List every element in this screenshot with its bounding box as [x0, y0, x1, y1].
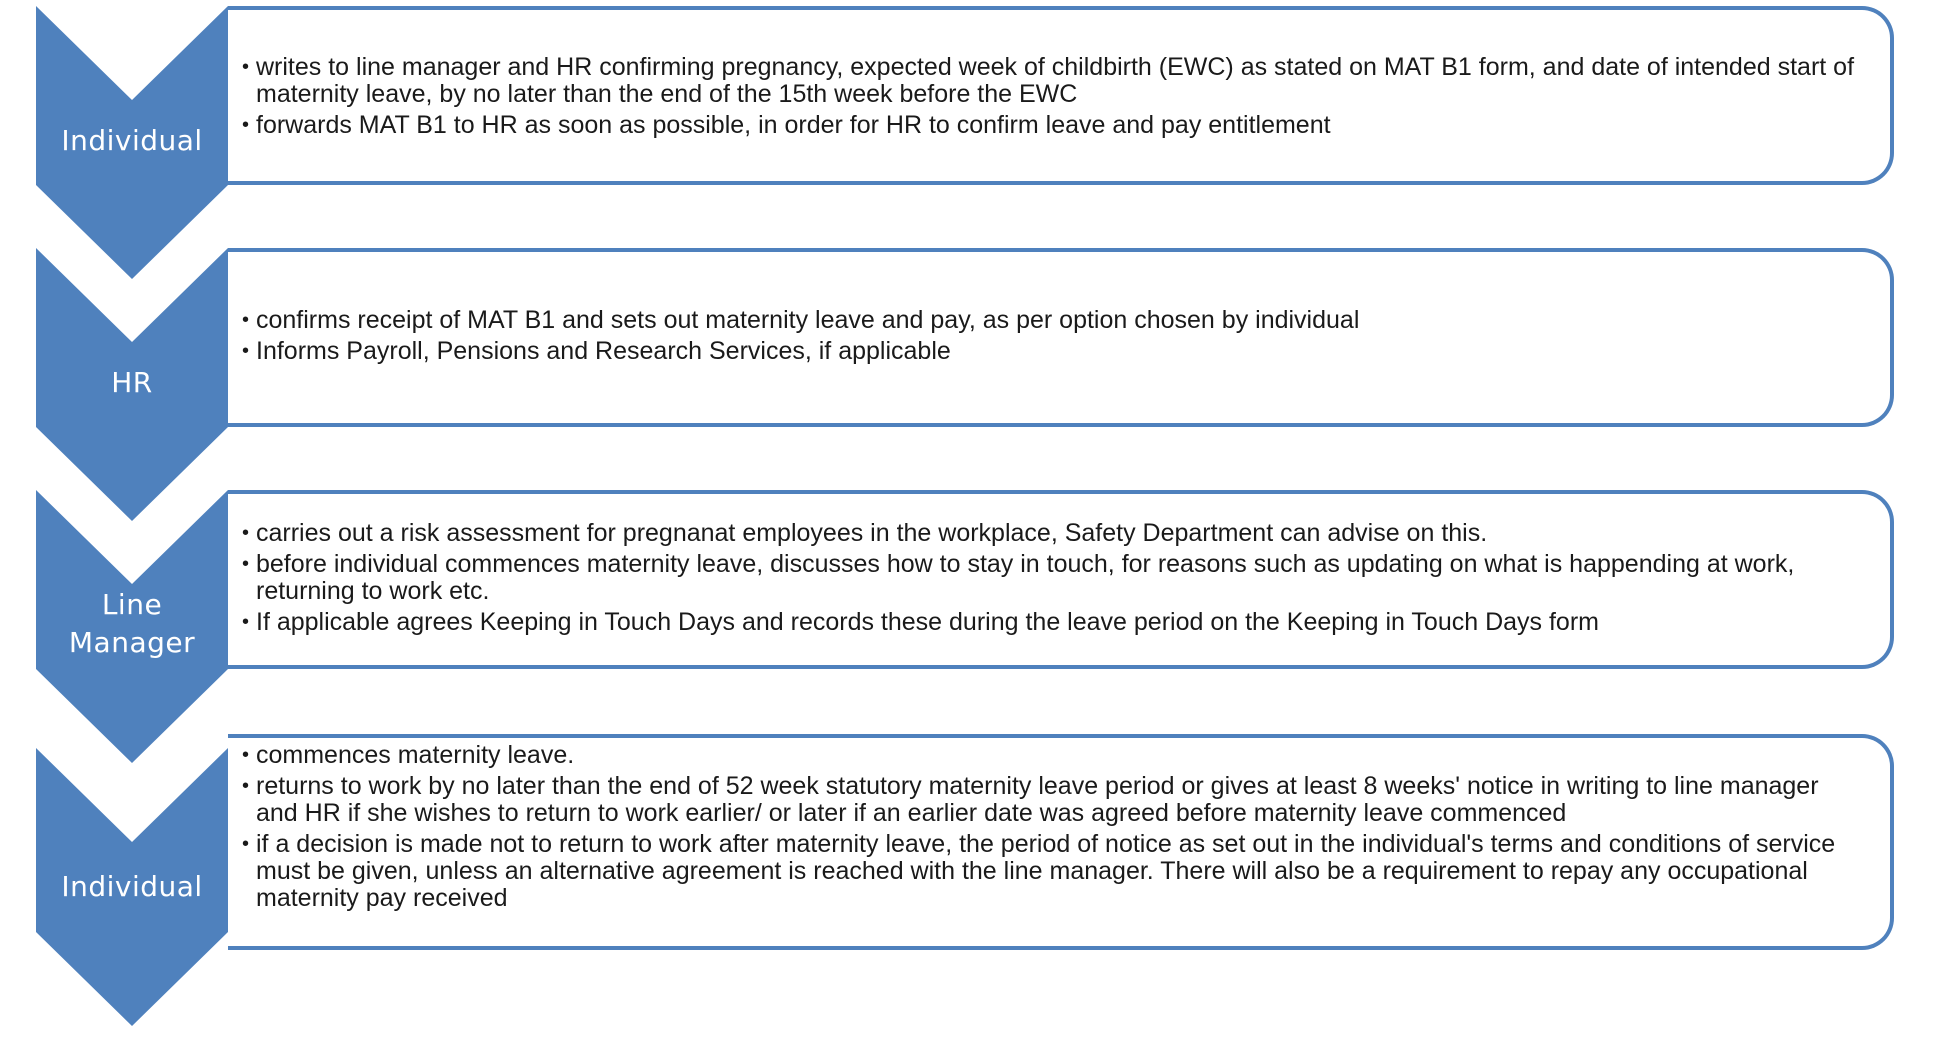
step-2-list	[228, 307, 1890, 365]
step-3-label: Line Manager	[68, 588, 196, 659]
step-4-item-1-text: commences maternity leave.	[256, 741, 575, 769]
list-item	[242, 773, 1860, 827]
step-1-item-1-text: writes to line manager and HR confirming pregnancy, expected week of childbirth (EWC) as stated on MAT B1 form, and date of intended start of maternity leave, by no later than the end of the 15th week before the EWC	[256, 53, 1855, 108]
step-3-item-3-text: If applicable agrees Keeping in Touch Days and records these during the leave period on the Keeping in Touch Days form	[256, 608, 1599, 636]
step-3-list	[228, 520, 1890, 636]
bullet-icon: •	[242, 611, 250, 633]
bullet-icon: •	[242, 56, 250, 78]
step-4-box	[228, 734, 1894, 950]
step-1-label: Individual	[61, 124, 203, 157]
bullet-icon: •	[242, 309, 250, 331]
list-item	[242, 520, 1860, 547]
bullet-icon: •	[242, 833, 250, 855]
step-2-item-2-text: Informs Payroll, Pensions and Research Services, if applicable	[256, 337, 951, 365]
list-item	[242, 551, 1860, 605]
list-item	[242, 831, 1860, 912]
step-2-box	[228, 248, 1894, 427]
list-item	[242, 112, 1860, 139]
step-1-box	[228, 6, 1894, 185]
list-item	[242, 742, 1860, 769]
list-item	[242, 54, 1860, 108]
bullet-icon: •	[242, 775, 250, 797]
step-1-list	[228, 54, 1890, 139]
bullet-icon: •	[242, 744, 250, 766]
step-4-label: Individual	[61, 870, 203, 903]
bullet-icon: •	[242, 340, 250, 362]
bullet-icon: •	[242, 114, 250, 136]
step-2-item-1-text: confirms receipt of MAT B1 and sets out maternity leave and pay, as per option chosen by individual	[256, 306, 1360, 334]
step-3-item-2-text: before individual commences maternity leave, discusses how to stay in touch, for reasons such as updating on what is happending at work, returning to work etc.	[256, 550, 1795, 605]
step-2-label: HR	[111, 366, 153, 399]
step-3-item-1-text: carries out a risk assessment for pregnanat employees in the workplace, Safety Department can advise on this.	[256, 519, 1488, 547]
list-item	[242, 307, 1860, 334]
step-4-item-3-text: if a decision is made not to return to work after maternity leave, the period of notice as set out in the individual's terms and conditions of service must be given, unless an alternative agreement is reached with the line manager. There will also be a requirement to repay any occupational maternity pay received	[256, 830, 1836, 912]
list-item	[242, 609, 1860, 636]
step-4-list	[228, 742, 1890, 912]
bullet-icon: •	[242, 522, 250, 544]
step-4-item-2-text: returns to work by no later than the end of 52 week statutory maternity leave period or gives at least 8 weeks' notice in writing to line manager and HR if she wishes to return to work earlier/ or later if an earlier date was agreed before maternity leave commenced	[256, 772, 1819, 827]
list-item	[242, 338, 1860, 365]
step-1-item-2-text: forwards MAT B1 to HR as soon as possible, in order for HR to confirm leave and pay entitlement	[256, 111, 1331, 139]
step-3-box	[228, 490, 1894, 669]
bullet-icon: •	[242, 553, 250, 575]
